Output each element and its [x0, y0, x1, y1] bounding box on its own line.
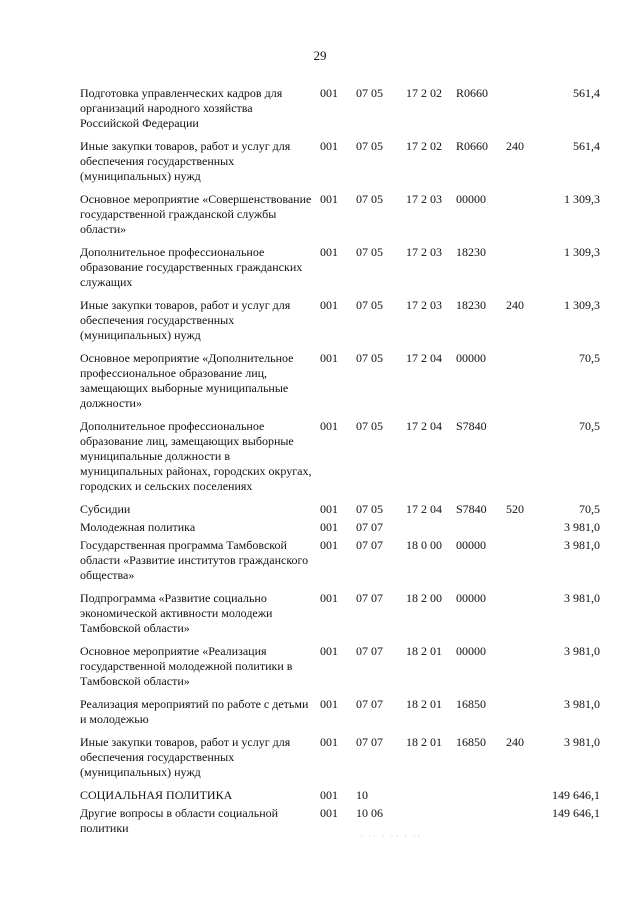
- row-amount: 561,4: [573, 86, 600, 100]
- row-admin-code: 001: [320, 502, 338, 516]
- row-section-code: 07 07: [356, 735, 383, 749]
- row-expense-type: [506, 192, 540, 245]
- row-program-code: 17 2 03: [406, 245, 442, 259]
- row-expense-type: [506, 538, 540, 591]
- row-direction-code: 00000: [456, 644, 486, 658]
- table-row: [80, 788, 600, 806]
- row-name: Подпрограмма «Развитие социально экономической активности молодежи Тамбовской области»: [80, 591, 273, 635]
- row-expense-type: [506, 86, 540, 139]
- row-direction-code: 00000: [456, 591, 486, 605]
- row-name: Субсидии: [80, 502, 131, 516]
- row-direction-code: 00000: [456, 351, 486, 365]
- row-program-code: 18 2 01: [406, 735, 442, 749]
- row-expense-type: [506, 419, 540, 502]
- row-direction-code: 18230: [456, 298, 486, 312]
- row-expense-type: [506, 591, 540, 644]
- row-admin-code: 001: [320, 591, 338, 605]
- table-row: [80, 538, 600, 591]
- row-program-code: 18 0 00: [406, 538, 442, 552]
- row-expense-type: 240: [506, 298, 524, 312]
- table-row: [80, 520, 600, 538]
- row-section-code: 07 07: [356, 520, 383, 534]
- row-expense-type: [506, 806, 540, 844]
- table-row: [80, 351, 600, 419]
- row-expense-type: 240: [506, 735, 524, 749]
- row-amount: 70,5: [579, 502, 600, 516]
- row-program-code: 18 2 01: [406, 697, 442, 711]
- table-row: [80, 298, 600, 351]
- row-program-code: 17 2 04: [406, 419, 442, 433]
- row-name: Иные закупки товаров, работ и услуг для обеспечения государственных (муниципальных) нужд: [80, 735, 291, 779]
- row-direction-code: R0660: [456, 139, 489, 153]
- row-program-code: 17 2 03: [406, 192, 442, 206]
- row-name: Реализация мероприятий по работе с детьми и молодежью: [80, 697, 309, 726]
- row-amount: 149 646,1: [552, 788, 600, 802]
- table-row: [80, 139, 600, 192]
- row-section-code: 07 05: [356, 86, 383, 100]
- row-section-code: 10 06: [356, 806, 383, 820]
- row-name: Дополнительное профессиональное образование лиц, замещающих выборные муниципальные должности в муниципальных районах, городских округах, городских и сельских поселениях: [80, 419, 312, 493]
- row-direction-code: 00000: [456, 192, 486, 206]
- row-amount: 561,4: [573, 139, 600, 153]
- row-section-code: 07 05: [356, 192, 383, 206]
- row-name: Подготовка управленческих кадров для организаций народного хозяйства Российской Федерации: [80, 86, 283, 130]
- row-direction-code: [456, 520, 506, 538]
- table-row: [80, 245, 600, 298]
- row-amount: 70,5: [579, 419, 600, 433]
- row-amount: 3 981,0: [564, 591, 600, 605]
- row-expense-type: 520: [506, 502, 524, 516]
- row-direction-code: S7840: [456, 502, 487, 516]
- row-name: Государственная программа Тамбовской области «Развитие институтов гражданского общества»: [80, 538, 309, 582]
- row-admin-code: 001: [320, 788, 338, 802]
- row-amount: 1 309,3: [564, 298, 600, 312]
- row-direction-code: 16850: [456, 735, 486, 749]
- row-direction-code: 00000: [456, 538, 486, 552]
- row-admin-code: 001: [320, 351, 338, 365]
- row-amount: 3 981,0: [564, 520, 600, 534]
- row-expense-type: 240: [506, 139, 524, 153]
- row-expense-type: [506, 644, 540, 697]
- row-amount: 3 981,0: [564, 735, 600, 749]
- row-admin-code: 001: [320, 538, 338, 552]
- row-section-code: 07 05: [356, 298, 383, 312]
- row-section-code: 07 05: [356, 502, 383, 516]
- row-admin-code: 001: [320, 697, 338, 711]
- row-name: Иные закупки товаров, работ и услуг для обеспечения государственных (муниципальных) нужд: [80, 139, 291, 183]
- scan-artifact: · ·· · ·· · ··: [360, 832, 422, 841]
- row-name: Основное мероприятие «Дополнительное профессиональное образование лиц, замещающих выборные муниципальные должности»: [80, 351, 294, 410]
- row-direction-code: S7840: [456, 419, 487, 433]
- row-program-code: 17 2 02: [406, 86, 442, 100]
- row-amount: 3 981,0: [564, 538, 600, 552]
- row-direction-code: 18230: [456, 245, 486, 259]
- table-row: [80, 644, 600, 697]
- row-direction-code: [456, 788, 506, 806]
- row-name: Иные закупки товаров, работ и услуг для обеспечения государственных (муниципальных) нужд: [80, 298, 291, 342]
- row-program-code: [406, 788, 456, 806]
- row-program-code: 17 2 04: [406, 351, 442, 365]
- row-amount: 1 309,3: [564, 245, 600, 259]
- table-row: [80, 591, 600, 644]
- row-expense-type: [506, 245, 540, 298]
- row-program-code: [406, 520, 456, 538]
- row-program-code: 17 2 03: [406, 298, 442, 312]
- row-expense-type: [506, 788, 540, 806]
- row-program-code: 18 2 01: [406, 644, 442, 658]
- row-admin-code: 001: [320, 735, 338, 749]
- page-number: 29: [313, 48, 327, 63]
- table-row: [80, 419, 600, 502]
- row-amount: 3 981,0: [564, 697, 600, 711]
- budget-table: [80, 86, 600, 844]
- row-admin-code: 001: [320, 806, 338, 820]
- row-section-code: 07 05: [356, 245, 383, 259]
- row-section-code: 07 07: [356, 591, 383, 605]
- row-section-code: 07 05: [356, 419, 383, 433]
- table-row: [80, 806, 600, 844]
- row-name: Основное мероприятие «Реализация государственной молодежной политики в Тамбовской области»: [80, 644, 293, 688]
- row-admin-code: 001: [320, 298, 338, 312]
- row-expense-type: [506, 697, 540, 735]
- row-name: Другие вопросы в области социальной политики: [80, 806, 279, 835]
- row-expense-type: [506, 520, 540, 538]
- table-row: [80, 192, 600, 245]
- row-program-code: 18 2 00: [406, 591, 442, 605]
- row-name: СОЦИАЛЬНАЯ ПОЛИТИКА: [80, 788, 233, 802]
- row-expense-type: [506, 351, 540, 419]
- budget-table-body: [80, 86, 600, 844]
- row-section-code: 07 05: [356, 139, 383, 153]
- row-direction-code: 16850: [456, 697, 486, 711]
- row-admin-code: 001: [320, 192, 338, 206]
- row-admin-code: 001: [320, 644, 338, 658]
- row-admin-code: 001: [320, 520, 338, 534]
- row-section-code: 07 05: [356, 351, 383, 365]
- row-admin-code: 001: [320, 419, 338, 433]
- row-direction-code: R0660: [456, 86, 489, 100]
- table-row: [80, 86, 600, 139]
- row-section-code: 07 07: [356, 697, 383, 711]
- table-row: [80, 697, 600, 735]
- table-row: [80, 735, 600, 788]
- row-section-code: 07 07: [356, 644, 383, 658]
- row-program-code: 17 2 02: [406, 139, 442, 153]
- row-section-code: 10: [356, 788, 368, 802]
- row-name: Молодежная политика: [80, 520, 196, 534]
- row-section-code: 07 07: [356, 538, 383, 552]
- row-program-code: 17 2 04: [406, 502, 442, 516]
- row-admin-code: 001: [320, 139, 338, 153]
- row-admin-code: 001: [320, 245, 338, 259]
- row-amount: 1 309,3: [564, 192, 600, 206]
- row-admin-code: 001: [320, 86, 338, 100]
- row-amount: 149 646,1: [552, 806, 600, 820]
- row-name: Основное мероприятие «Совершенствование государственной гражданской службы области»: [80, 192, 312, 236]
- table-row: [80, 502, 600, 520]
- row-name: Дополнительное профессиональное образование государственных гражданских служащих: [80, 245, 303, 289]
- row-amount: 70,5: [579, 351, 600, 365]
- row-amount: 3 981,0: [564, 644, 600, 658]
